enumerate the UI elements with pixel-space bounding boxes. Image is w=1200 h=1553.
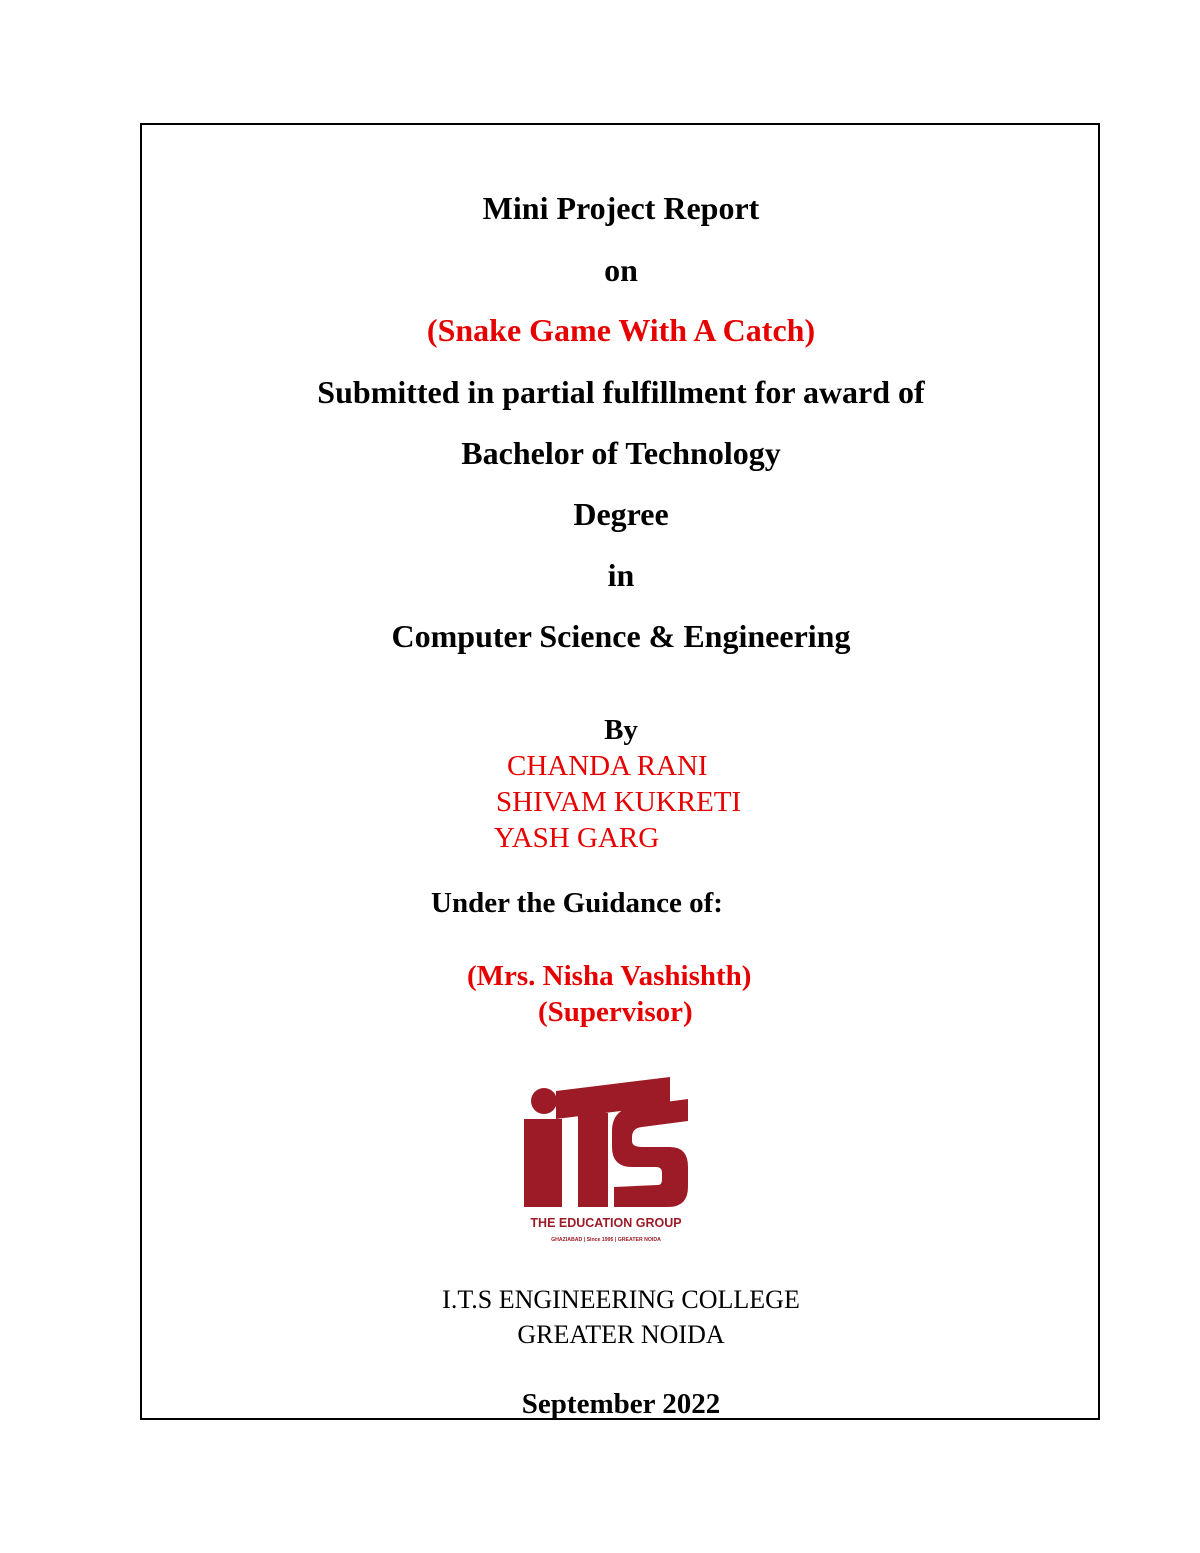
on-label: on	[604, 252, 638, 288]
submitted-line: Submitted in partial fulfillment for award of	[317, 374, 925, 410]
college-name: I.T.S ENGINEERING COLLEGE	[442, 1285, 800, 1314]
report-title: Mini Project Report	[482, 190, 760, 226]
its-education-group-logo	[520, 1075, 692, 1245]
project-name: (Snake Game With A Catch)	[426, 312, 816, 348]
by-label: By	[604, 714, 638, 746]
guide-role: (Supervisor)	[538, 996, 693, 1028]
student-2: SHIVAM KUKRETI	[496, 786, 742, 818]
degree-name: Bachelor of Technology	[461, 435, 781, 471]
logo-t-stem	[578, 1113, 608, 1207]
in-label: in	[607, 557, 635, 593]
logo-i-stem	[524, 1119, 562, 1207]
student-1: CHANDA RANI	[507, 750, 708, 782]
logo-tagline: THE EDUCATION GROUP	[530, 1216, 682, 1230]
college-city: GREATER NOIDA	[517, 1320, 725, 1349]
student-3: YASH GARG	[494, 822, 660, 854]
logo-dot	[531, 1088, 557, 1114]
degree-label: Degree	[573, 496, 669, 532]
branch-name: Computer Science & Engineering	[391, 618, 851, 654]
logo-subline: GHAZIABAD | Since 1995 | GREATER NOIDA	[551, 1237, 661, 1243]
logo-s	[612, 1099, 688, 1207]
guide-name: (Mrs. Nisha Vashishth)	[467, 960, 752, 992]
report-date: September 2022	[521, 1388, 721, 1420]
guidance-label: Under the Guidance of:	[431, 887, 723, 919]
